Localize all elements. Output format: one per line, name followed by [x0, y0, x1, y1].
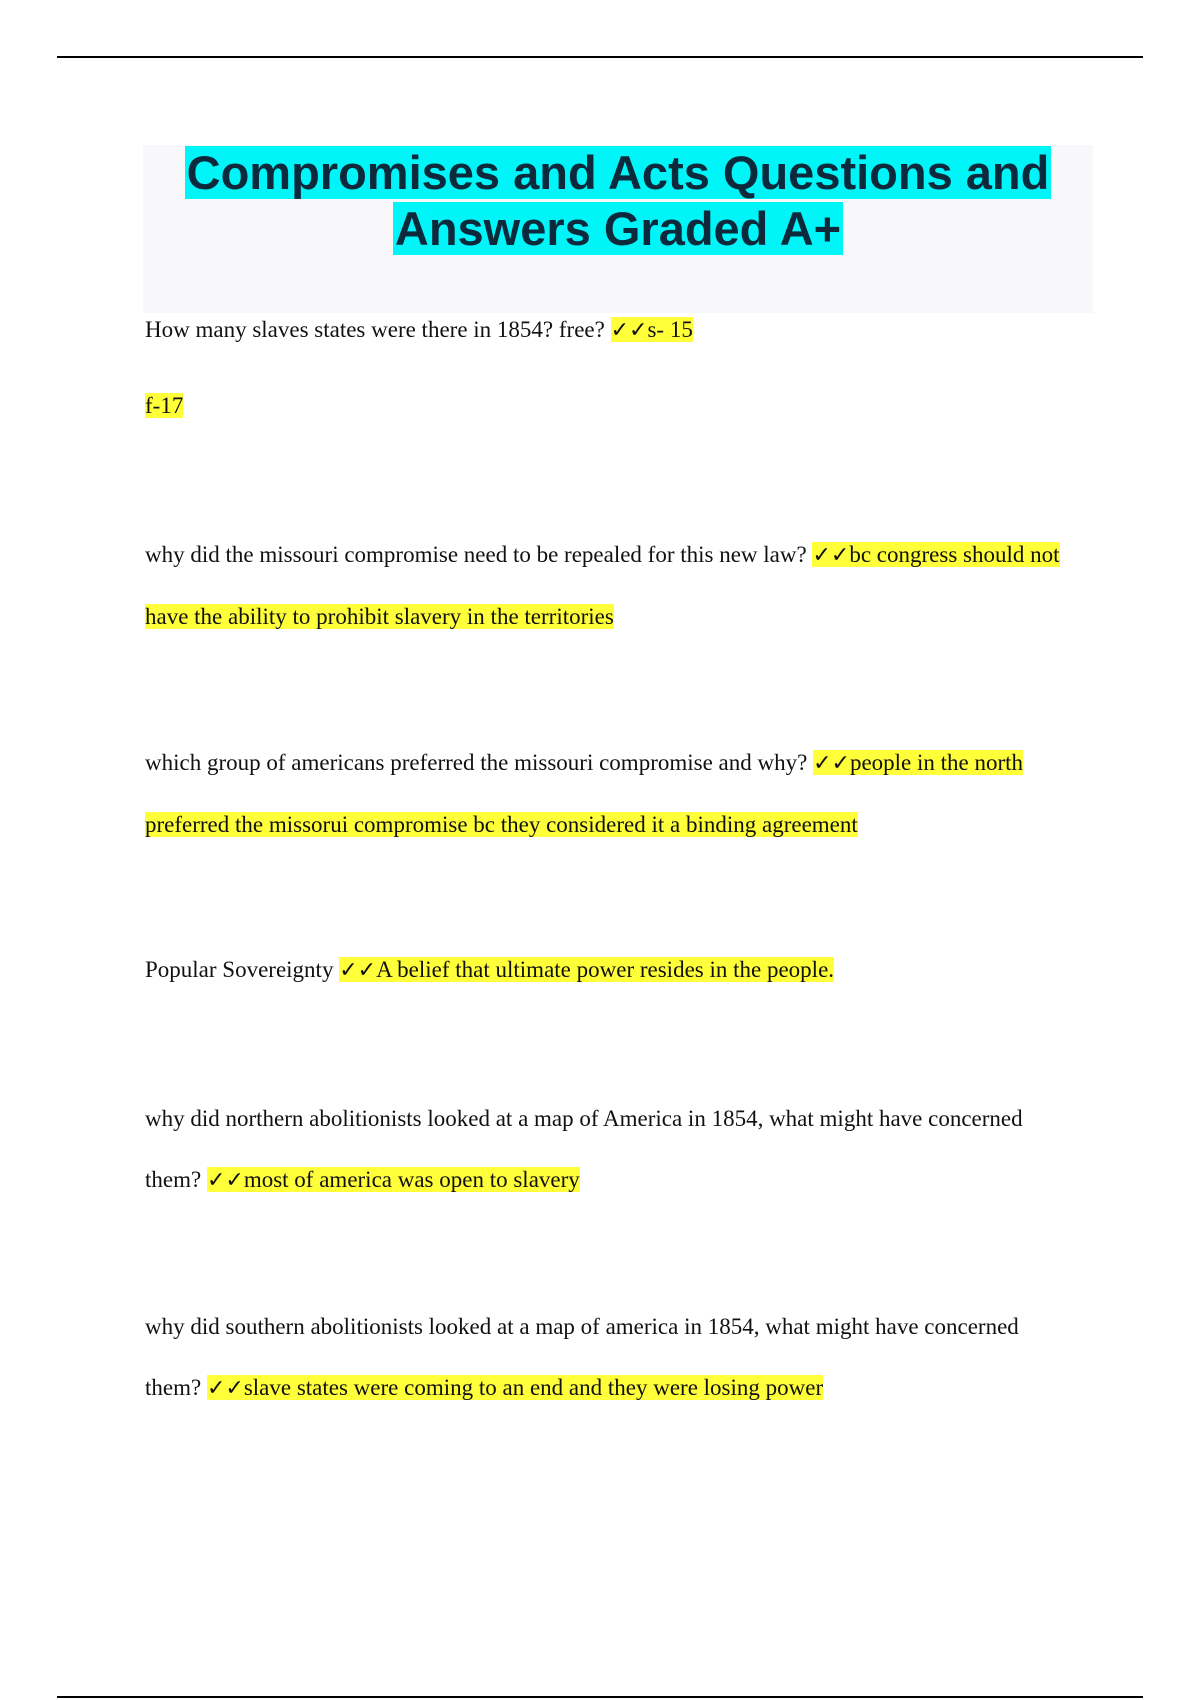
answer-text: ✓✓most of america was open to slavery: [206, 1167, 580, 1193]
question-text: which group of americans preferred the missouri compromise and why?: [145, 750, 814, 775]
double-check-icon: ✓✓: [206, 1168, 244, 1193]
qa-item-2: [145, 524, 1075, 647]
qa-item-6: [145, 1296, 1075, 1419]
answer-text: ✓✓slave states were coming to an end and they were losing power: [206, 1375, 824, 1401]
double-check-icon: ✓✓: [812, 543, 850, 568]
double-check-icon: ✓✓: [813, 751, 850, 776]
double-check-icon: ✓✓: [206, 1376, 244, 1401]
bottom-rule: [57, 1696, 1143, 1698]
qa-item-4: [145, 939, 1075, 1001]
answer-text: ✓✓bc congress should not have the ability to prohibit slavery in the territories: [145, 542, 1060, 629]
question-text: Popular Sovereignty: [145, 957, 340, 982]
qa-item-1: [145, 299, 1075, 361]
top-rule: [57, 56, 1143, 58]
question-text: why did the missouri compromise need to be repealed for this new law?: [145, 542, 813, 567]
answer-text: ✓✓A belief that ultimate power resides in the people.: [339, 957, 835, 983]
answer-text: ✓✓people in the north preferred the missorui compromise bc they considered it a binding agreement: [145, 750, 1024, 837]
question-text: why did northern abolitionists looked at a map of America in 1854, what might have concerned them?: [145, 1106, 1023, 1192]
double-check-icon: ✓✓: [339, 958, 377, 983]
title-line-2: Answers Graded A+: [394, 202, 842, 255]
answer-text: ✓✓s- 15: [610, 317, 693, 343]
qa-item-1-continued: [145, 393, 1075, 419]
qa-item-3: [145, 732, 1075, 855]
page-title: [143, 145, 1093, 257]
answer-text-line-2: f-17: [145, 393, 184, 418]
question-text: why did southern abolitionists looked at a map of america in 1854, what might have concerned them?: [145, 1314, 1019, 1400]
title-banner: [143, 145, 1093, 313]
qa-item-5: [145, 1088, 1075, 1211]
question-text: How many slaves states were there in 1854? free?: [145, 317, 611, 342]
double-check-icon: ✓✓: [610, 318, 648, 343]
title-line-1: Compromises and Acts Questions and: [186, 146, 1050, 199]
